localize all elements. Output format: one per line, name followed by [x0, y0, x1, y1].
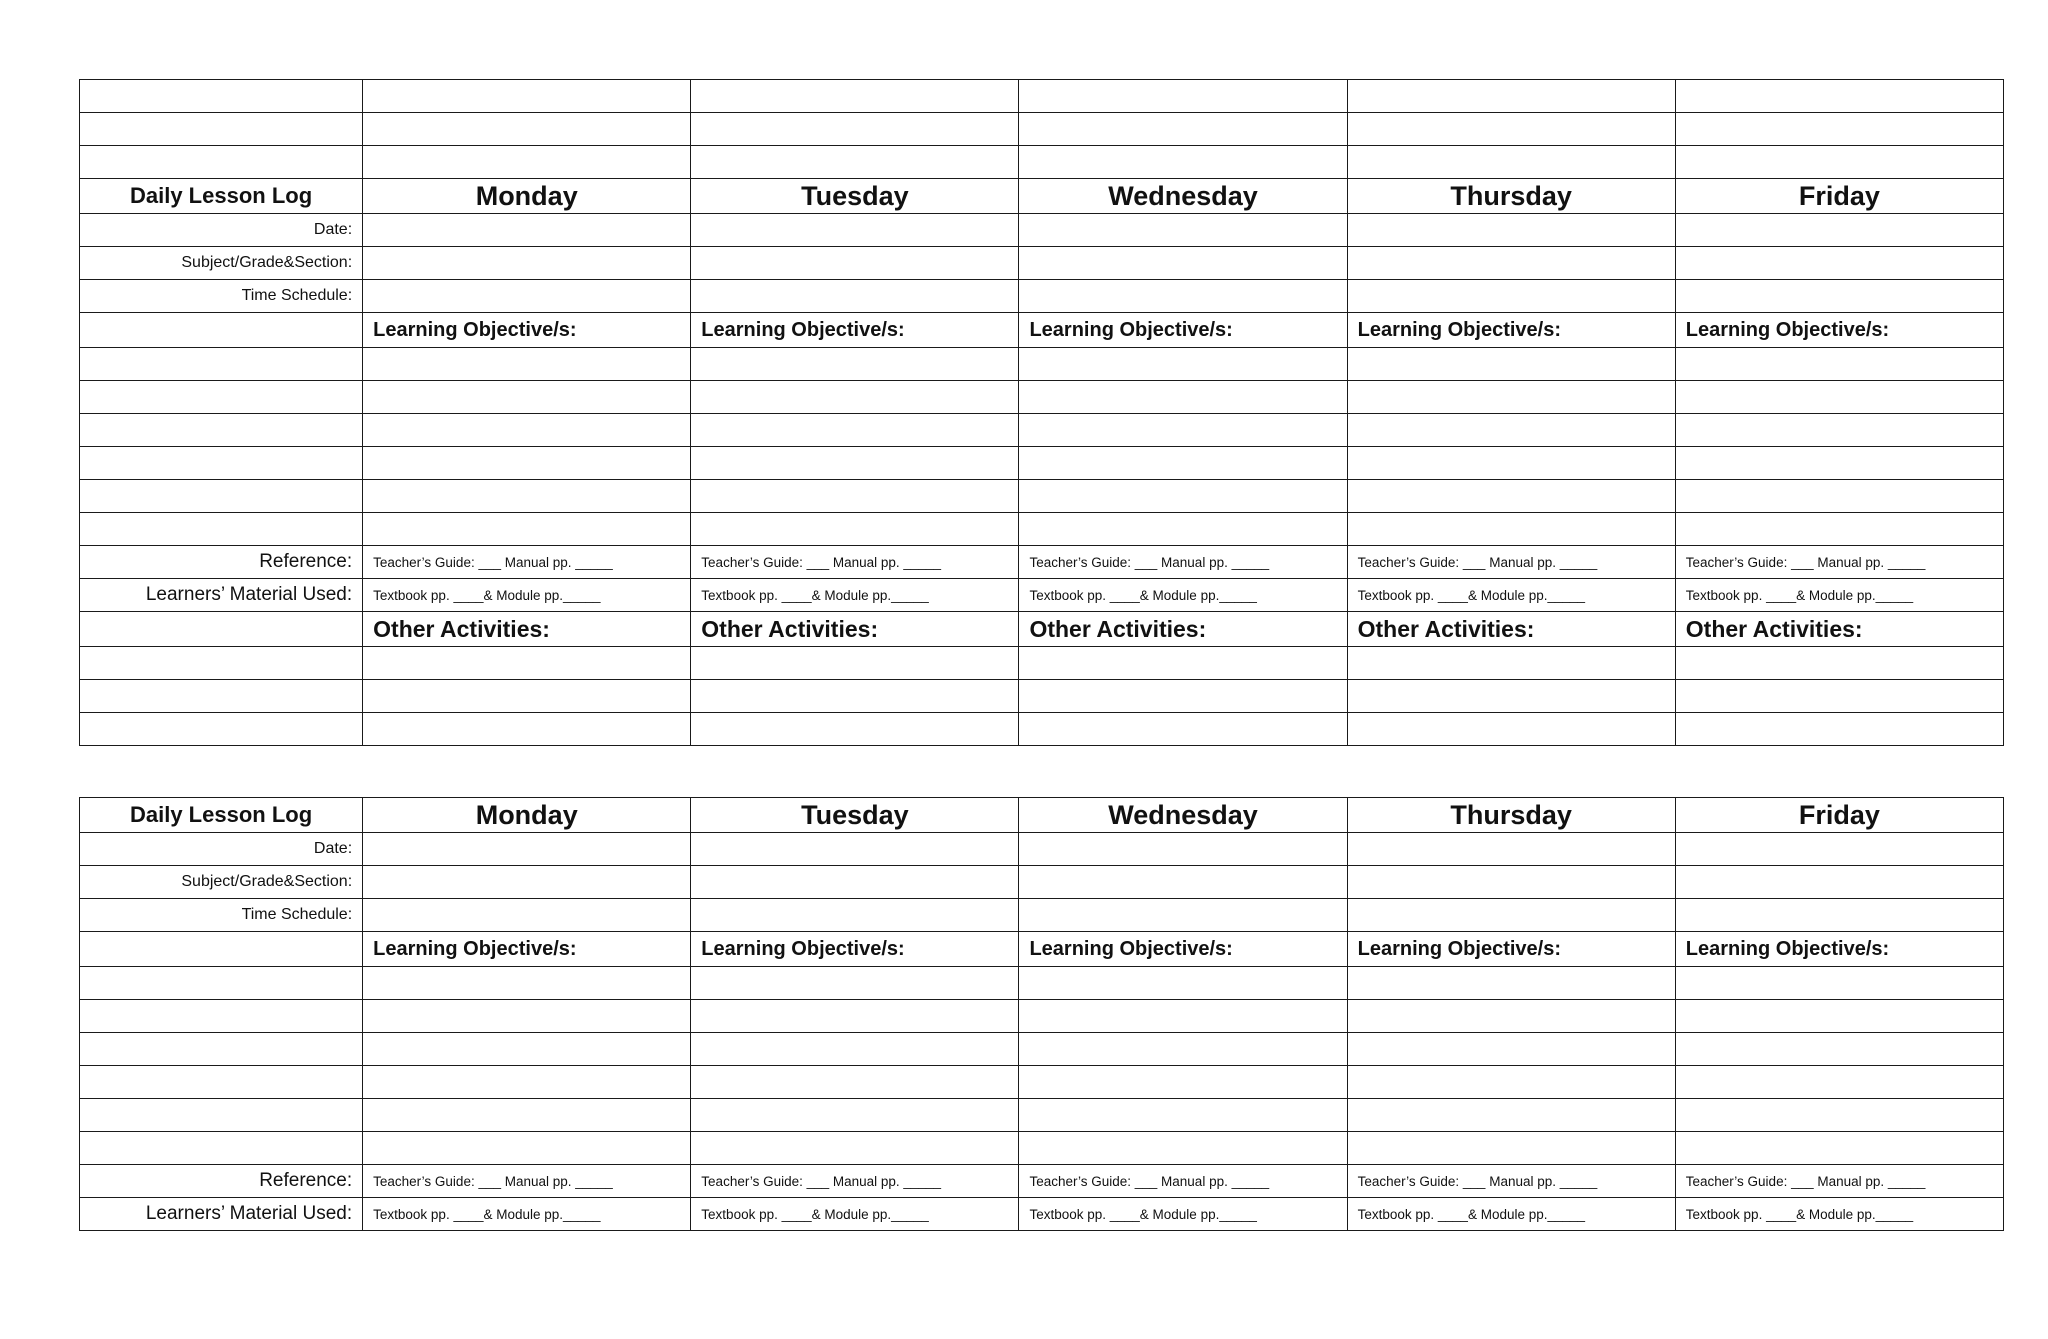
time-label: Time Schedule: — [80, 899, 363, 932]
time-cell[interactable] — [1675, 899, 2003, 932]
cell[interactable] — [1347, 1066, 1675, 1099]
blank-row — [80, 713, 2004, 746]
textbook-cell[interactable]: Textbook pp. ____& Module pp._____ — [1019, 579, 1347, 612]
header-row — [80, 798, 2004, 833]
learning-objectives-label: Learning Objective/s: — [1019, 313, 1347, 348]
time-cell[interactable] — [1347, 899, 1675, 932]
reference-row — [80, 1165, 2004, 1198]
materials-row — [80, 579, 2004, 612]
time-row — [80, 899, 2004, 932]
cell[interactable] — [1675, 414, 2003, 447]
cell[interactable] — [1019, 113, 1347, 146]
cell[interactable] — [691, 80, 1019, 113]
cell[interactable] — [1675, 680, 2003, 713]
objectives-row — [80, 313, 2004, 348]
cell[interactable] — [1675, 967, 2003, 1000]
date-cell[interactable] — [1019, 833, 1347, 866]
subject-cell[interactable] — [1675, 247, 2003, 280]
cell[interactable] — [363, 713, 691, 746]
cell[interactable] — [1019, 647, 1347, 680]
cell[interactable] — [363, 80, 691, 113]
day-header-wednesday: Wednesday — [1019, 798, 1347, 833]
cell[interactable] — [80, 713, 363, 746]
cell[interactable] — [1675, 113, 2003, 146]
teachers-guide-cell[interactable]: Teacher’s Guide: ___ Manual pp. _____ — [1675, 546, 2003, 579]
cell[interactable] — [691, 967, 1019, 1000]
cell[interactable] — [1019, 480, 1347, 513]
cell[interactable] — [691, 1099, 1019, 1132]
cell[interactable] — [363, 1099, 691, 1132]
other-activities-label: Other Activities: — [1019, 612, 1347, 647]
blank-row — [80, 513, 2004, 546]
blank-row — [80, 348, 2004, 381]
cell[interactable] — [691, 680, 1019, 713]
cell[interactable] — [363, 513, 691, 546]
blank-row — [80, 1099, 2004, 1132]
textbook-cell[interactable]: Textbook pp. ____& Module pp._____ — [691, 579, 1019, 612]
cell[interactable] — [363, 1132, 691, 1165]
cell[interactable] — [1019, 680, 1347, 713]
cell[interactable] — [1347, 1099, 1675, 1132]
cell[interactable] — [363, 967, 691, 1000]
cell[interactable] — [363, 447, 691, 480]
cell[interactable] — [1675, 647, 2003, 680]
materials-label: Learners’ Material Used: — [80, 1198, 363, 1231]
cell[interactable] — [1347, 513, 1675, 546]
materials-label: Learners’ Material Used: — [80, 579, 363, 612]
learning-objectives-label: Learning Objective/s: — [691, 932, 1019, 967]
cell[interactable] — [1019, 447, 1347, 480]
date-label: Date: — [80, 833, 363, 866]
cell[interactable] — [1347, 480, 1675, 513]
learning-objectives-label: Learning Objective/s: — [363, 932, 691, 967]
time-cell[interactable] — [363, 899, 691, 932]
cell[interactable] — [363, 414, 691, 447]
blank-row — [80, 381, 2004, 414]
cell[interactable] — [1019, 1000, 1347, 1033]
cell[interactable] — [1347, 414, 1675, 447]
cell[interactable] — [1019, 414, 1347, 447]
teachers-guide-cell[interactable]: Teacher’s Guide: ___ Manual pp. _____ — [1019, 1165, 1347, 1198]
day-header-monday: Monday — [363, 798, 691, 833]
learning-objectives-label: Learning Objective/s: — [1347, 932, 1675, 967]
date-row — [80, 833, 2004, 866]
cell[interactable] — [80, 932, 363, 967]
learning-objectives-label: Learning Objective/s: — [691, 313, 1019, 348]
materials-row — [80, 1198, 2004, 1231]
cell[interactable] — [691, 1000, 1019, 1033]
cell[interactable] — [363, 146, 691, 179]
subject-cell[interactable] — [363, 247, 691, 280]
subject-cell[interactable] — [1019, 247, 1347, 280]
time-cell[interactable] — [363, 280, 691, 313]
cell[interactable] — [363, 1000, 691, 1033]
day-header-friday: Friday — [1675, 179, 2003, 214]
cell[interactable] — [1347, 1033, 1675, 1066]
cell[interactable] — [80, 1000, 363, 1033]
teachers-guide-cell[interactable]: Teacher’s Guide: ___ Manual pp. _____ — [363, 1165, 691, 1198]
cell[interactable] — [1347, 80, 1675, 113]
blank-row — [80, 1000, 2004, 1033]
blank-row — [80, 1132, 2004, 1165]
lesson-log-table-2 — [79, 797, 2004, 1231]
date-cell[interactable] — [691, 214, 1019, 247]
cell[interactable] — [1675, 1033, 2003, 1066]
cell[interactable] — [363, 348, 691, 381]
teachers-guide-cell[interactable]: Teacher’s Guide: ___ Manual pp. _____ — [1347, 546, 1675, 579]
learning-objectives-label: Learning Objective/s: — [1675, 932, 2003, 967]
subject-cell[interactable] — [363, 866, 691, 899]
cell[interactable] — [80, 80, 363, 113]
cell[interactable] — [1675, 381, 2003, 414]
cell[interactable] — [1019, 1066, 1347, 1099]
textbook-cell[interactable]: Textbook pp. ____& Module pp._____ — [1675, 579, 2003, 612]
cell[interactable] — [1019, 348, 1347, 381]
cell[interactable] — [691, 713, 1019, 746]
cell[interactable] — [363, 647, 691, 680]
cell[interactable] — [1347, 447, 1675, 480]
blank-row — [80, 113, 2004, 146]
cell[interactable] — [691, 447, 1019, 480]
subject-cell[interactable] — [1675, 866, 2003, 899]
day-header-thursday: Thursday — [1347, 179, 1675, 214]
cell[interactable] — [80, 1132, 363, 1165]
date-cell[interactable] — [1675, 214, 2003, 247]
reference-row — [80, 546, 2004, 579]
date-label: Date: — [80, 214, 363, 247]
other-activities-label: Other Activities: — [1347, 612, 1675, 647]
cell[interactable] — [80, 113, 363, 146]
cell[interactable] — [80, 680, 363, 713]
textbook-cell[interactable]: Textbook pp. ____& Module pp._____ — [1019, 1198, 1347, 1231]
cell[interactable] — [691, 1066, 1019, 1099]
day-header-thursday: Thursday — [1347, 798, 1675, 833]
blank-row — [80, 967, 2004, 1000]
day-header-tuesday: Tuesday — [691, 179, 1019, 214]
cell[interactable] — [1347, 680, 1675, 713]
subject-cell[interactable] — [1347, 247, 1675, 280]
cell[interactable] — [1347, 348, 1675, 381]
date-cell[interactable] — [363, 833, 691, 866]
day-header-monday: Monday — [363, 179, 691, 214]
date-cell[interactable] — [691, 833, 1019, 866]
cell[interactable] — [1019, 80, 1347, 113]
time-cell[interactable] — [691, 280, 1019, 313]
cell[interactable] — [1347, 647, 1675, 680]
cell[interactable] — [691, 1033, 1019, 1066]
cell[interactable] — [691, 348, 1019, 381]
cell[interactable] — [1347, 1000, 1675, 1033]
cell[interactable] — [1347, 1132, 1675, 1165]
textbook-cell[interactable]: Textbook pp. ____& Module pp._____ — [363, 579, 691, 612]
teachers-guide-cell[interactable]: Teacher’s Guide: ___ Manual pp. _____ — [691, 1165, 1019, 1198]
cell[interactable] — [80, 1066, 363, 1099]
cell[interactable] — [363, 680, 691, 713]
learning-objectives-label: Learning Objective/s: — [1019, 932, 1347, 967]
cell[interactable] — [1347, 146, 1675, 179]
cell[interactable] — [691, 513, 1019, 546]
time-cell[interactable] — [1675, 280, 2003, 313]
cell[interactable] — [80, 967, 363, 1000]
cell[interactable] — [1019, 1132, 1347, 1165]
date-cell[interactable] — [1019, 214, 1347, 247]
teachers-guide-cell[interactable]: Teacher’s Guide: ___ Manual pp. _____ — [363, 546, 691, 579]
cell[interactable] — [1019, 513, 1347, 546]
cell[interactable] — [363, 480, 691, 513]
day-header-tuesday: Tuesday — [691, 798, 1019, 833]
objectives-row — [80, 932, 2004, 967]
subject-cell[interactable] — [691, 866, 1019, 899]
day-header-friday: Friday — [1675, 798, 2003, 833]
cell[interactable] — [80, 612, 363, 647]
subject-cell[interactable] — [1019, 866, 1347, 899]
other-activities-label: Other Activities: — [1675, 612, 2003, 647]
time-cell[interactable] — [691, 899, 1019, 932]
textbook-cell[interactable]: Textbook pp. ____& Module pp._____ — [363, 1198, 691, 1231]
cell[interactable] — [80, 381, 363, 414]
blank-row — [80, 1033, 2004, 1066]
cell[interactable] — [691, 146, 1019, 179]
teachers-guide-cell[interactable]: Teacher’s Guide: ___ Manual pp. _____ — [1347, 1165, 1675, 1198]
cell[interactable] — [1675, 513, 2003, 546]
cell[interactable] — [1675, 713, 2003, 746]
cell[interactable] — [1347, 381, 1675, 414]
date-cell[interactable] — [1347, 833, 1675, 866]
teachers-guide-cell[interactable]: Teacher’s Guide: ___ Manual pp. _____ — [691, 546, 1019, 579]
cell[interactable] — [363, 113, 691, 146]
subject-cell[interactable] — [1347, 866, 1675, 899]
cell[interactable] — [1675, 348, 2003, 381]
cell[interactable] — [80, 348, 363, 381]
cell[interactable] — [691, 414, 1019, 447]
subject-row — [80, 247, 2004, 280]
day-header-wednesday: Wednesday — [1019, 179, 1347, 214]
cell[interactable] — [80, 480, 363, 513]
cell[interactable] — [80, 447, 363, 480]
subject-cell[interactable] — [691, 247, 1019, 280]
cell[interactable] — [1675, 1132, 2003, 1165]
blank-row — [80, 680, 2004, 713]
cell[interactable] — [1675, 1000, 2003, 1033]
cell[interactable] — [1675, 146, 2003, 179]
other-activities-row — [80, 612, 2004, 647]
subject-label: Subject/Grade&Section: — [80, 247, 363, 280]
learning-objectives-label: Learning Objective/s: — [363, 313, 691, 348]
header-row — [80, 179, 2004, 214]
cell[interactable] — [1675, 480, 2003, 513]
textbook-cell[interactable]: Textbook pp. ____& Module pp._____ — [1347, 579, 1675, 612]
other-activities-label: Other Activities: — [691, 612, 1019, 647]
blank-row — [80, 1066, 2004, 1099]
teachers-guide-cell[interactable]: Teacher’s Guide: ___ Manual pp. _____ — [1675, 1165, 2003, 1198]
cell[interactable] — [1347, 713, 1675, 746]
learning-objectives-label: Learning Objective/s: — [1347, 313, 1675, 348]
blank-row — [80, 80, 2004, 113]
cell[interactable] — [80, 647, 363, 680]
cell[interactable] — [80, 313, 363, 348]
cell[interactable] — [1675, 80, 2003, 113]
learning-objectives-label: Learning Objective/s: — [1675, 313, 2003, 348]
cell[interactable] — [691, 480, 1019, 513]
cell[interactable] — [691, 381, 1019, 414]
subject-row — [80, 866, 2004, 899]
cell[interactable] — [1347, 967, 1675, 1000]
cell[interactable] — [363, 1066, 691, 1099]
blank-row — [80, 447, 2004, 480]
other-activities-label: Other Activities: — [363, 612, 691, 647]
blank-row — [80, 146, 2004, 179]
blank-row — [80, 414, 2004, 447]
cell[interactable] — [1019, 1033, 1347, 1066]
cell[interactable] — [1019, 146, 1347, 179]
cell[interactable] — [80, 414, 363, 447]
time-cell[interactable] — [1019, 899, 1347, 932]
lesson-log-table-1 — [79, 79, 2004, 746]
cell[interactable] — [363, 1033, 691, 1066]
cell[interactable] — [1675, 1099, 2003, 1132]
textbook-cell[interactable]: Textbook pp. ____& Module pp._____ — [1347, 1198, 1675, 1231]
date-cell[interactable] — [1675, 833, 2003, 866]
cell[interactable] — [1347, 113, 1675, 146]
cell[interactable] — [691, 113, 1019, 146]
time-row — [80, 280, 2004, 313]
reference-label: Reference: — [80, 1165, 363, 1198]
log-title: Daily Lesson Log — [80, 179, 363, 214]
blank-row — [80, 647, 2004, 680]
cell[interactable] — [1019, 967, 1347, 1000]
cell[interactable] — [1675, 1066, 2003, 1099]
cell[interactable] — [80, 146, 363, 179]
cell[interactable] — [1019, 713, 1347, 746]
cell[interactable] — [80, 513, 363, 546]
subject-label: Subject/Grade&Section: — [80, 866, 363, 899]
teachers-guide-cell[interactable]: Teacher’s Guide: ___ Manual pp. _____ — [1019, 546, 1347, 579]
date-cell[interactable] — [1347, 214, 1675, 247]
textbook-cell[interactable]: Textbook pp. ____& Module pp._____ — [691, 1198, 1019, 1231]
date-row — [80, 214, 2004, 247]
cell[interactable] — [691, 1132, 1019, 1165]
cell[interactable] — [1675, 447, 2003, 480]
time-cell[interactable] — [1347, 280, 1675, 313]
blank-row — [80, 480, 2004, 513]
time-cell[interactable] — [1019, 280, 1347, 313]
textbook-cell[interactable]: Textbook pp. ____& Module pp._____ — [1675, 1198, 2003, 1231]
cell[interactable] — [691, 647, 1019, 680]
cell[interactable] — [80, 1099, 363, 1132]
time-label: Time Schedule: — [80, 280, 363, 313]
cell[interactable] — [363, 381, 691, 414]
log-title: Daily Lesson Log — [80, 798, 363, 833]
cell[interactable] — [1019, 381, 1347, 414]
reference-label: Reference: — [80, 546, 363, 579]
cell[interactable] — [80, 1033, 363, 1066]
date-cell[interactable] — [363, 214, 691, 247]
cell[interactable] — [1019, 1099, 1347, 1132]
